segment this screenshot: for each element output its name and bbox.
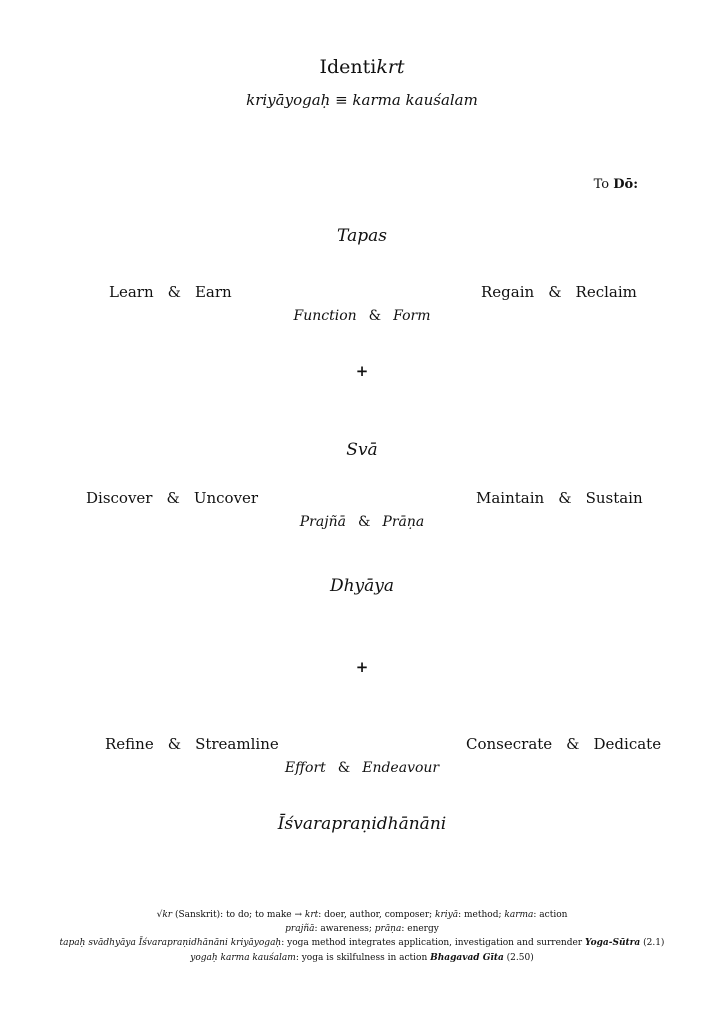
footnote-text: : yoga is skilfulness in action [295, 953, 431, 963]
tapas-left-1: Learn [109, 283, 154, 301]
todo-value: Dō: [613, 177, 638, 192]
footer-line-1 [0, 910, 724, 920]
isvara-left-amp: & [167, 735, 182, 753]
sva-left-pair [86, 489, 258, 507]
isvara-left-2: Streamline [195, 735, 279, 753]
footnote-text: : method; [458, 910, 505, 920]
footnote-text: : action [533, 910, 568, 920]
footnote-text: : yoga method integrates application, investigation and surrender [281, 938, 585, 948]
footnote-term: karma [504, 910, 534, 920]
isvara-right-2: Dedicate [593, 735, 662, 753]
tapas-left-amp: & [167, 283, 181, 301]
footnote-term: prāṇa [374, 924, 402, 934]
footnote-text: √ [156, 910, 163, 920]
isvara-center-pair [0, 760, 724, 776]
sva-center-2: Prāṇa [382, 514, 425, 530]
page-subtitle: kriyāyogaḥ ≡ karma kauśalam [246, 91, 478, 109]
sva-left-1: Discover [86, 489, 153, 507]
todo-label [594, 177, 638, 192]
tapas-right-amp: & [548, 283, 562, 301]
sva-right-pair [476, 489, 643, 507]
tapas-center-1: Function [293, 308, 357, 324]
plus-sign-2: + [355, 658, 369, 676]
tapas-right-pair [481, 283, 637, 301]
tapas-center-2: Form [393, 308, 431, 324]
dhyaya-heading: Dhyāya [329, 576, 395, 596]
sva-right-2: Sustain [585, 489, 643, 507]
isvara-center-2: Endeavour [362, 760, 440, 776]
isvara-heading: Īśvarapraṇidhānāni [277, 814, 447, 834]
tapas-center-pair [0, 308, 724, 324]
footnote-term: tapaḥ svādhyāya Īśvarapraṇidhānāni kriyāyogaḥ [59, 938, 282, 948]
sva-center-amp: & [357, 514, 371, 530]
title-plain: Identi [319, 56, 377, 78]
title-italic: krt [376, 56, 405, 78]
isvara-center-1: Effort [284, 760, 326, 776]
todo-label-text: To [593, 177, 610, 192]
footer-line-3 [0, 938, 724, 948]
sva-heading: Svā [346, 440, 378, 460]
isvara-right-pair [466, 735, 661, 753]
isvara-left-pair [105, 735, 279, 753]
isvara-center-amp: & [337, 760, 351, 776]
footnote-text: (Sanskrit): to do; to make → [172, 910, 305, 920]
tapas-left-pair [109, 283, 232, 301]
tapas-right-2: Reclaim [575, 283, 637, 301]
footnote-term: prajñā [285, 924, 315, 934]
tapas-left-2: Earn [194, 283, 232, 301]
plus-sign-1: + [355, 362, 369, 380]
isvara-left-1: Refine [105, 735, 154, 753]
sva-center-pair [0, 514, 724, 530]
sva-right-amp: & [558, 489, 572, 507]
footnote-source: Bhagavad Gīta [430, 953, 504, 963]
page-title [0, 56, 724, 78]
footnote-text: (2.50) [503, 953, 534, 963]
sva-left-amp: & [166, 489, 180, 507]
tapas-center-amp: & [368, 308, 382, 324]
footnote-text: : awareness; [314, 924, 375, 934]
footnote-source: Yoga-Sūtra [584, 938, 641, 948]
footnote-text: : energy [401, 924, 439, 934]
footnote-term: kr [162, 910, 173, 920]
footnote-term: kriyā [435, 910, 459, 920]
footer-line-4 [0, 953, 724, 963]
footnote-text: (2.1) [640, 938, 665, 948]
sva-left-2: Uncover [193, 489, 259, 507]
footnote-term: krt [304, 910, 319, 920]
sva-right-1: Maintain [476, 489, 545, 507]
isvara-right-amp: & [566, 735, 580, 753]
tapas-heading: Tapas [337, 226, 387, 246]
isvara-right-1: Consecrate [466, 735, 553, 753]
footnote-term: yogaḥ karma kauśalam [190, 953, 296, 963]
sva-center-1: Prajñā [299, 514, 346, 530]
tapas-right-1: Regain [481, 283, 535, 301]
footer-line-2 [0, 924, 724, 934]
footnote-text: : doer, author, composer; [318, 910, 436, 920]
